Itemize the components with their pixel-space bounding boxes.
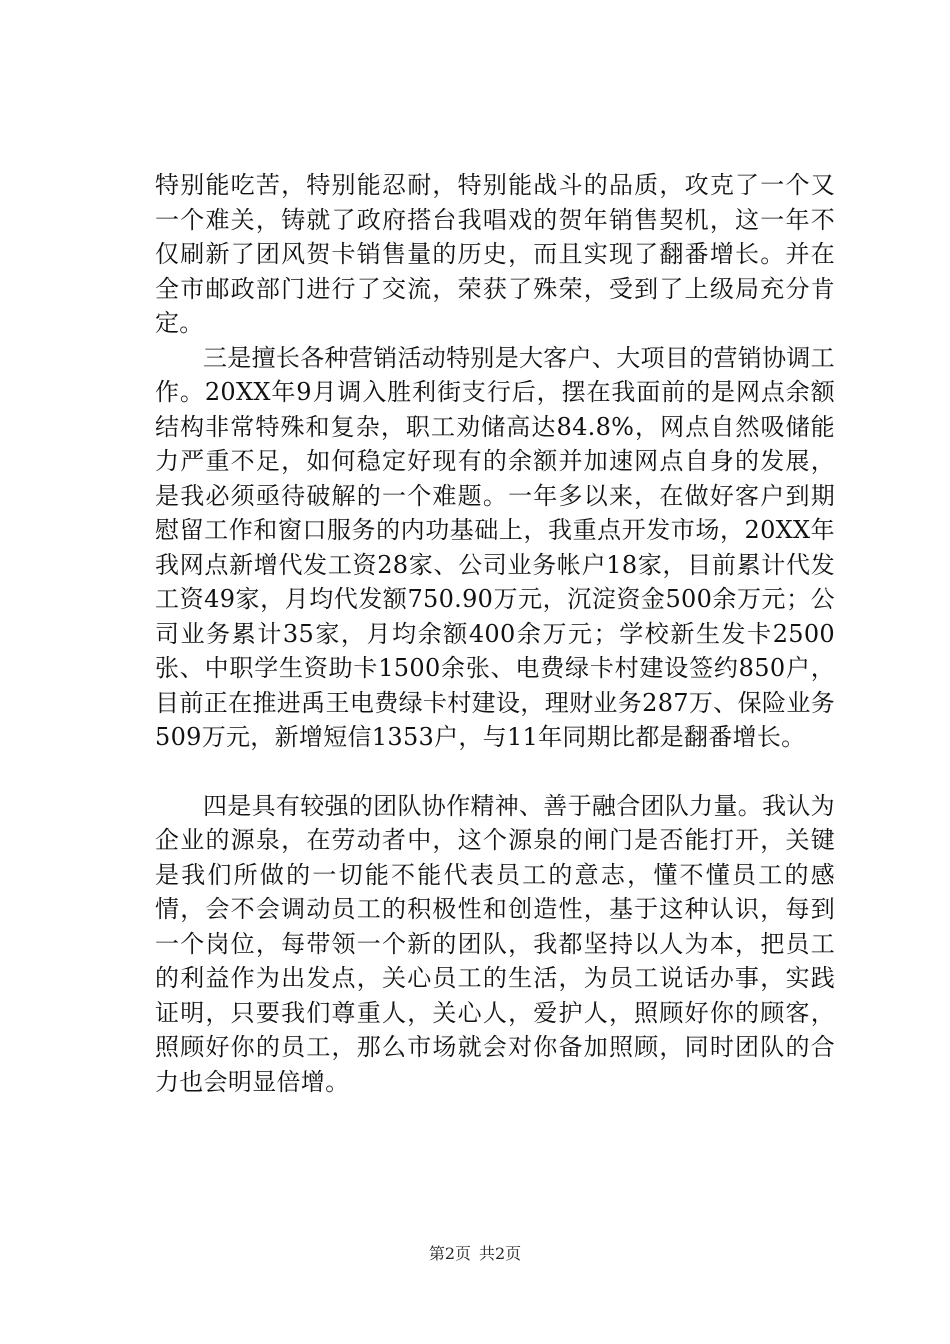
page-number: 第2页 — [428, 1244, 471, 1263]
paragraph-point-three: 三是擅长各种营销活动特别是大客户、大项目的营销协调工作。20XX年9月调入胜利街支行后，摆在我面前的是网点余额结构非常特殊和复杂，职工劝储高达84.8%，网点自然吸储能力严重不足，如何稳定好现有的余额并加速网点自身的发展，是我必须亟待破解的一个难题。一年多以来，在做好客户到期慰留工作和窗口服务的内功基础上，我重点开发市场，20XX年我网点新增代发工资28家、公司业务帐户18家，目前累计代发工资49家，月均代发额750.90万元，沉淀资金500余万元；公司业务累计35家，月均余额400余万元；学校新生发卡2500张、中职学生资助卡1500余张、电费绿卡村建设签约850户，目前正在推进禹王电费绿卡村建设，理财业务287万、保险业务509万元，新增短信1353户，与11年同期比都是翻番增长。 — [155, 343, 835, 751]
paragraph-spacer — [155, 755, 835, 789]
paragraph-continuation: 特别能吃苦，特别能忍耐，特别能战斗的品质，攻克了一个又一个难关，铸就了政府搭台我唱戏的贺年销售契机，这一年不仅刷新了团风贺卡销售量的历史，而且实现了翻番增长。并在全市邮政部门进行了交流，荣获了殊荣，受到了上级局充分肯定。 — [155, 171, 835, 337]
page-footer — [0, 1244, 950, 1264]
page-total: 共2页 — [479, 1244, 522, 1263]
paragraph-point-four: 四是具有较强的团队协作精神、善于融合团队力量。我认为企业的源泉，在劳动者中，这个源泉的闸门是否能打开，关键是我们所做的一切能不能代表员工的意志，懂不懂员工的感情，会不会调动员工的积极性和创造性，基于这种认识，每到一个岗位，每带领一个新的团队，我都坚持以人为本，把员工的利益作为出发点，关心员工的生活，为员工说话办事，实践证明，只要我们尊重人，关心人，爱护人，照顾好你的顾客，照顾好你的员工，那么市场就会对你备加照顾，同时团队的合力也会明显倍增。 — [155, 791, 835, 1096]
document-body — [155, 168, 835, 1099]
